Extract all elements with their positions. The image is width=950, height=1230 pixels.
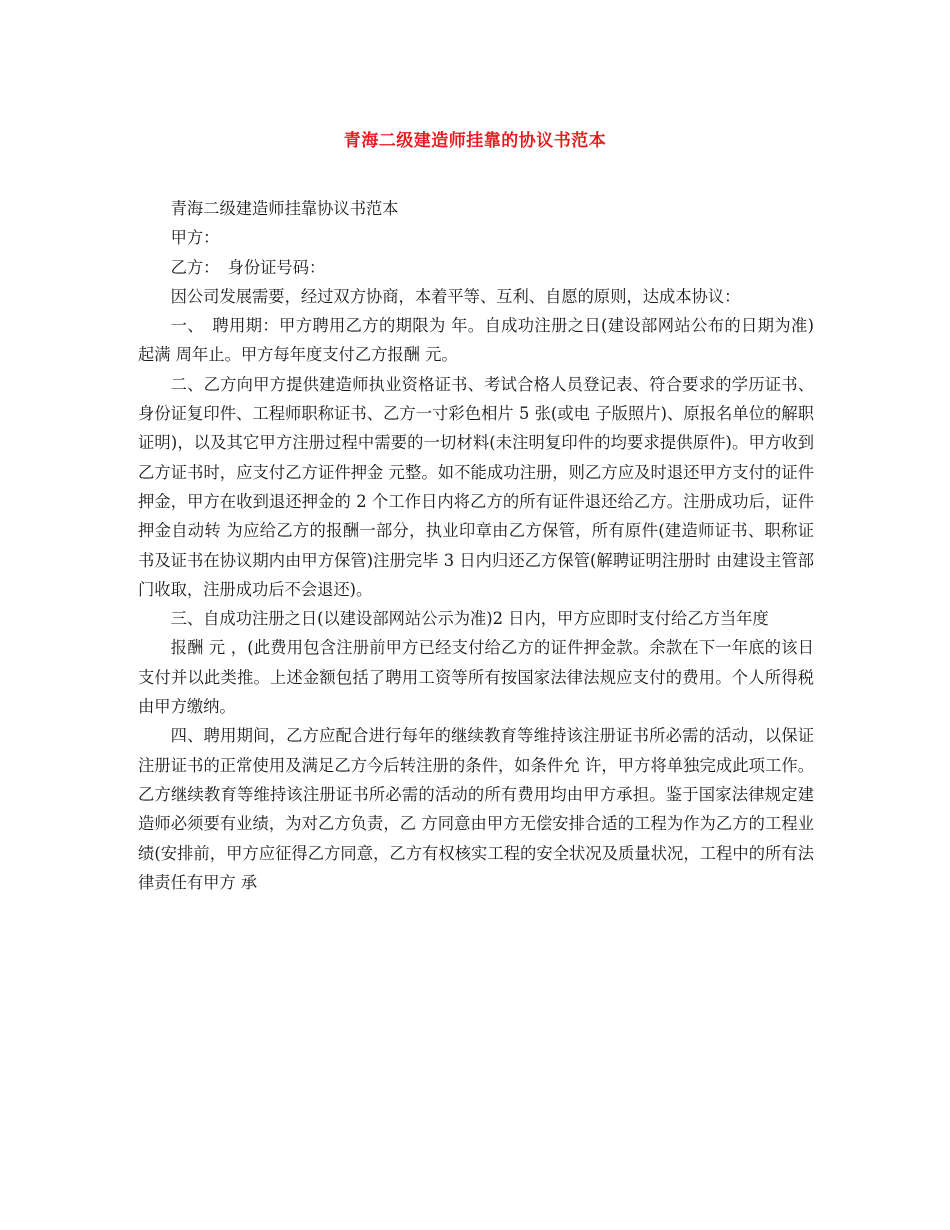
paragraph-clause-3: 三、自成功注册之日(以建设部网站公示为准)2 日内，甲方应即时支付给乙方当年度: [170, 609, 769, 629]
paragraph-clause-1: 一、 聘用期：甲方聘用乙方的期限为 年。自成功注册之日(建设部网站公布的日期为准)起满 周年止。甲方每年度支付乙方报酬 元。: [138, 316, 814, 365]
paragraph-preamble: 因公司发展需要，经过双方协商，本着平等、互利、自愿的原则，达成本协议：: [170, 286, 741, 306]
paragraph-clause-4: 四、聘用期间，乙方应配合进行每年的继续教育等维持该注册证书所必需的活动，以保证注册证书的正常使用及满足乙方今后转注册的条件，如条件允 许，甲方将单独完成此项工作。乙方继续教育等维持该注册证书所必需的活动的所有费用均由甲方承担。鉴于国家法律规定建造师必须要有业绩，为对乙方负责，乙 方同意由甲方无偿安排合适的工程为作为乙方的工程业绩(安排前，甲方应征得乙方同意，乙方有权核实工程的安全状况及质量状况，工程中的所有法律责任有甲方 承: [138, 726, 814, 892]
document-body: [138, 194, 814, 897]
document-title: 青海二级建造师挂靠的协议书范本: [343, 131, 607, 151]
paragraph-subtitle: 青海二级建造师挂靠协议书范本: [170, 199, 399, 218]
paragraph-clause-2: 二、乙方向甲方提供建造师执业资格证书、考试合格人员登记表、符合要求的学历证书、身份证复印件、工程师职称证书、乙方一寸彩色相片 5 张(或电 子版照片)、原报名单位的解职证明)，以及其它甲方注册过程中需要的一切材料(未注明复印件的均要求提供原件)。甲方收到乙方证书时，应支付乙方证件押金 元整。如不能成功注册，则乙方应及时退还甲方支付的证件押金，甲方在收到退还押金的 2 个工作日内将乙方的所有证件退还给乙方。注册成功后，证件押金自动转 为应给乙方的报酬一部分，执业印章由乙方保管，所有原件(建造师证书、职称证书及证书在协议期内由甲方保管)注册完毕 3 日内归还乙方保管(解聘证明注册时 由建设主管部门收取，注册成功后不会退还)。: [138, 374, 814, 599]
paragraph-clause-3-continued: 报酬 元 ，(此费用包含注册前甲方已经支付给乙方的证件押金款。余款在下一年底的该日支付并以此类推。上述金额包括了聘用工资等所有按国家法律法规应支付的费用。个人所得税由甲方缴纳。: [138, 638, 814, 717]
paragraph-party-b: 乙方： 身份证号码：: [170, 257, 326, 277]
paragraph-party-a: 甲方：: [170, 228, 220, 248]
